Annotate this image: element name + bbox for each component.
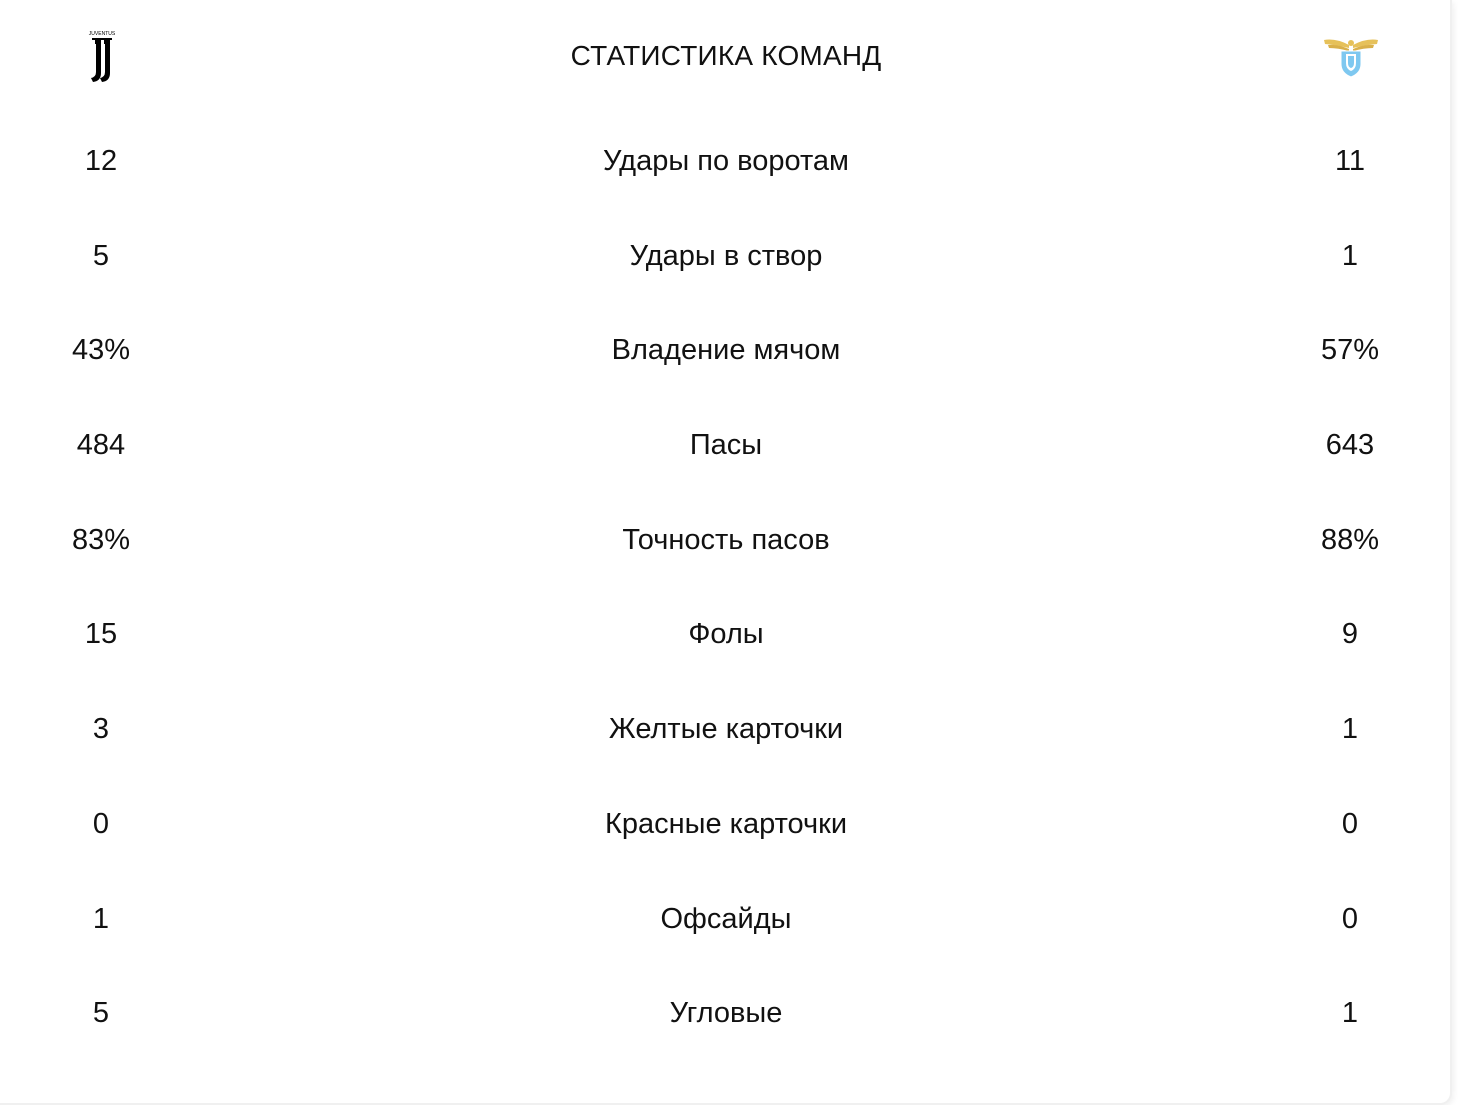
home-value: 484 [76, 429, 126, 462]
home-value: 3 [92, 713, 110, 746]
stat-label: Пасы [689, 429, 763, 462]
stat-row [0, 114, 1452, 209]
stat-label: Желтые карточки [608, 713, 844, 746]
stat-label: Офсайды [660, 902, 792, 935]
away-value: 9 [1341, 618, 1359, 651]
away-value: 1 [1341, 713, 1359, 746]
lazio-logo-icon [1322, 36, 1380, 78]
away-value: 57% [1320, 334, 1380, 367]
stat-row [0, 398, 1452, 493]
stat-label: Владение мячом [611, 334, 841, 367]
stat-label: Точность пасов [622, 523, 830, 556]
page-title: СТАТИСТИКА КОМАНД [570, 40, 882, 71]
home-value: 15 [84, 618, 118, 651]
stat-label: Удары по воротам [603, 145, 849, 177]
stat-row [0, 493, 1452, 588]
stat-row [0, 209, 1452, 304]
stats-list [0, 114, 1452, 1061]
away-value: 0 [1341, 902, 1359, 935]
home-value: 5 [92, 997, 110, 1030]
away-value: 643 [1325, 429, 1375, 462]
home-value: 12 [84, 145, 118, 177]
stat-row [0, 682, 1452, 777]
away-value: 1 [1341, 997, 1359, 1030]
stats-header [0, 0, 1452, 112]
stat-label: Красные карточки [604, 807, 848, 840]
stat-label: Угловые [669, 997, 783, 1030]
stat-label: Фолы [688, 618, 764, 651]
away-value: 0 [1341, 807, 1359, 840]
stat-row [0, 303, 1452, 398]
stat-row [0, 777, 1452, 872]
home-value: 5 [92, 239, 110, 272]
home-value: 1 [92, 902, 110, 935]
juventus-logo-text: JUVENTUS [88, 31, 116, 37]
away-value: 1 [1341, 239, 1359, 272]
away-value: 88% [1320, 523, 1380, 556]
stat-row [0, 587, 1452, 682]
home-value: 43% [71, 334, 131, 367]
juventus-logo-icon [86, 29, 118, 85]
home-value: 0 [92, 807, 110, 840]
stat-row [0, 872, 1452, 967]
stat-label: Удары в створ [629, 239, 823, 272]
stat-row [0, 966, 1452, 1061]
home-value: 83% [71, 523, 131, 556]
away-value: 11 [1334, 145, 1366, 177]
